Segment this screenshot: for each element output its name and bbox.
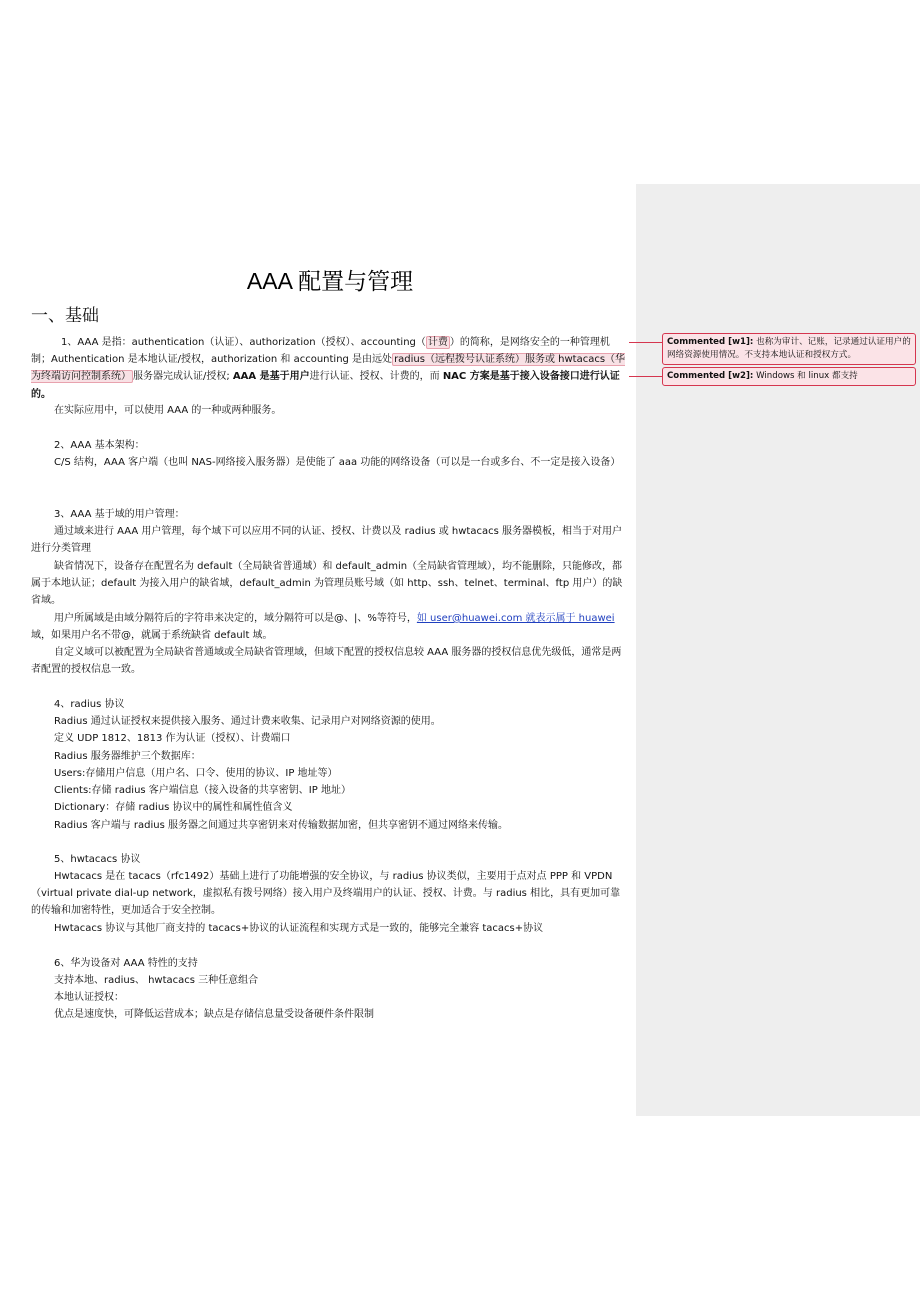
email-link[interactable]: 如 user@huawei.com 就表示属于 huawei [416,613,615,624]
paragraph-aaa-definition: 1、AAA 是指：authentication（认证）、authorization（授权）、accounting（ 计费 ）的简称，是网络安全的一种管理机制；Authentication 是本地认证/授权，authorization 和 accounting 是由远处 radius（远程拨号认证系统）服务或 hwtacacs（华为终端访问控制系统） 服务器完成认证/授权; AAA 是基于用户进行认证、授权、计费的，而 NAC 方案是基于接入设备接口进行认证的。 [31,337,626,400]
section-2-title: 2、AAA 基本架构： [54,440,145,451]
comment-connector-w1 [629,342,662,343]
comment-balloon-w1[interactable] [662,333,916,365]
section-5-title: 5、hwtacacs 协议 [54,854,141,865]
comment-author-tag: Commented [w1]: [667,337,754,347]
section-heading: 一、基础 [31,306,99,326]
section-3-para-1: 通过域来进行 AAA 用户管理，每个域下可以应用不同的认证、授权、计费以及 radius 或 hwtacacs 服务器模板，相当于对用户进行分类管理 [31,526,622,555]
section-4-title: 4、radius 协议 [54,699,125,710]
paragraph-services: 在实际应用中，可以使用 AAA 的一种或两种服务。 [54,405,282,416]
comment-connector-w2 [629,376,662,377]
section-5-para-1: Hwtacacs 是在 tacacs（rfc1492）基础上进行了功能增强的安全协议，与 radius 协议类似，主要用于点对点 PPP 和 VPDN（virtual private dial-up network，虚拟私有拨号网络）接入用户及终端用户的认证、授权、计费。与 radius 相比，具有更加可靠的传输和加密特性，更加适合于安全控制。 [31,871,621,917]
comment-anchor-w1[interactable]: 计费 [427,337,448,348]
section-3-para-4: 自定义域可以被配置为全局缺省普通域或全局缺省管理域，但域下配置的授权信息较 AAA 服务器的授权信息优先级低，通常是两者配置的授权信息一致。 [31,647,622,676]
section-4-line: Users:存储用户信息（用户名、口令、使用的协议、IP 地址等） [54,768,338,779]
section-6-line: 优点是速度快，可降低运营成本；缺点是存储信息量受设备硬件条件限制 [54,1009,374,1020]
section-6-line: 支持本地、radius、 hwtacacs 三种任意组合 [54,975,259,986]
section-4-line: 定义 UDP 1812、1813 作为认证（授权）、计费端口 [54,733,291,744]
section-3-title: 3、AAA 基于域的用户管理： [54,509,185,520]
section-6-title: 6、华为设备对 AAA 特性的支持 [54,958,198,969]
section-2-body: C/S 结构，AAA 客户端（也叫 NAS-网络接入服务器）是使能了 aaa 功能的网络设备（可以是一台或多台、不一定是接入设备） [54,457,621,468]
section-5-para-2: Hwtacacs 协议与其他厂商支持的 tacacs+协议的认证流程和实现方式是一致的，能够完全兼容 tacacs+协议 [54,923,544,934]
section-4-line: Radius 通过认证授权来提供接入服务、通过计费来收集、记录用户对网络资源的使用。 [54,716,441,727]
comment-margin-pane [636,184,920,1116]
comment-anchor-w2[interactable]: radius（远程拨号认证系统）服务或 hwtacacs（华为终端访问控制系统） [31,354,626,383]
comment-text: Windows 和 linux 都支持 [756,371,858,381]
comment-text: 也称为审计、记账，记录通过认证用户的网络资源使用情况。不支持本地认证和授权方式。 [667,337,911,360]
document-title: AAA 配置与管理 [246,268,414,294]
section-4-line: Dictionary：存储 radius 协议中的属性和属性值含义 [54,802,293,813]
comment-balloon-w2[interactable] [662,367,916,386]
section-4-line: Radius 服务器维护三个数据库： [54,751,201,762]
section-6-line: 本地认证授权： [54,992,124,1003]
comment-author-tag: Commented [w2]: [667,371,754,381]
section-4-line: Radius 客户端与 radius 服务器之间通过共享密钥来对传输数据加密，但共享密钥不通过网络来传输。 [54,820,508,831]
section-4-line: Clients:存储 radius 客户端信息（接入设备的共享密钥、IP 地址） [54,785,351,796]
section-3-para-2: 缺省情况下，设备存在配置名为 default（全局缺省普通域）和 default_admin（全局缺省管理域），均不能删除，只能修改，都属于本地认证；default 为接入用户的缺省域，default_admin 为管理员账号域（如 http、ssh、telnet、terminal、ftp 用户）的缺省域。 [31,561,623,607]
section-3-para-3: 用户所属域是由域分隔符后的字符串来决定的，域分隔符可以是@、|、%等符号，如 user@huawei.com 就表示属于 huawei 域，如果用户名不带@，就属于系统缺省 default 域。 [31,613,615,642]
